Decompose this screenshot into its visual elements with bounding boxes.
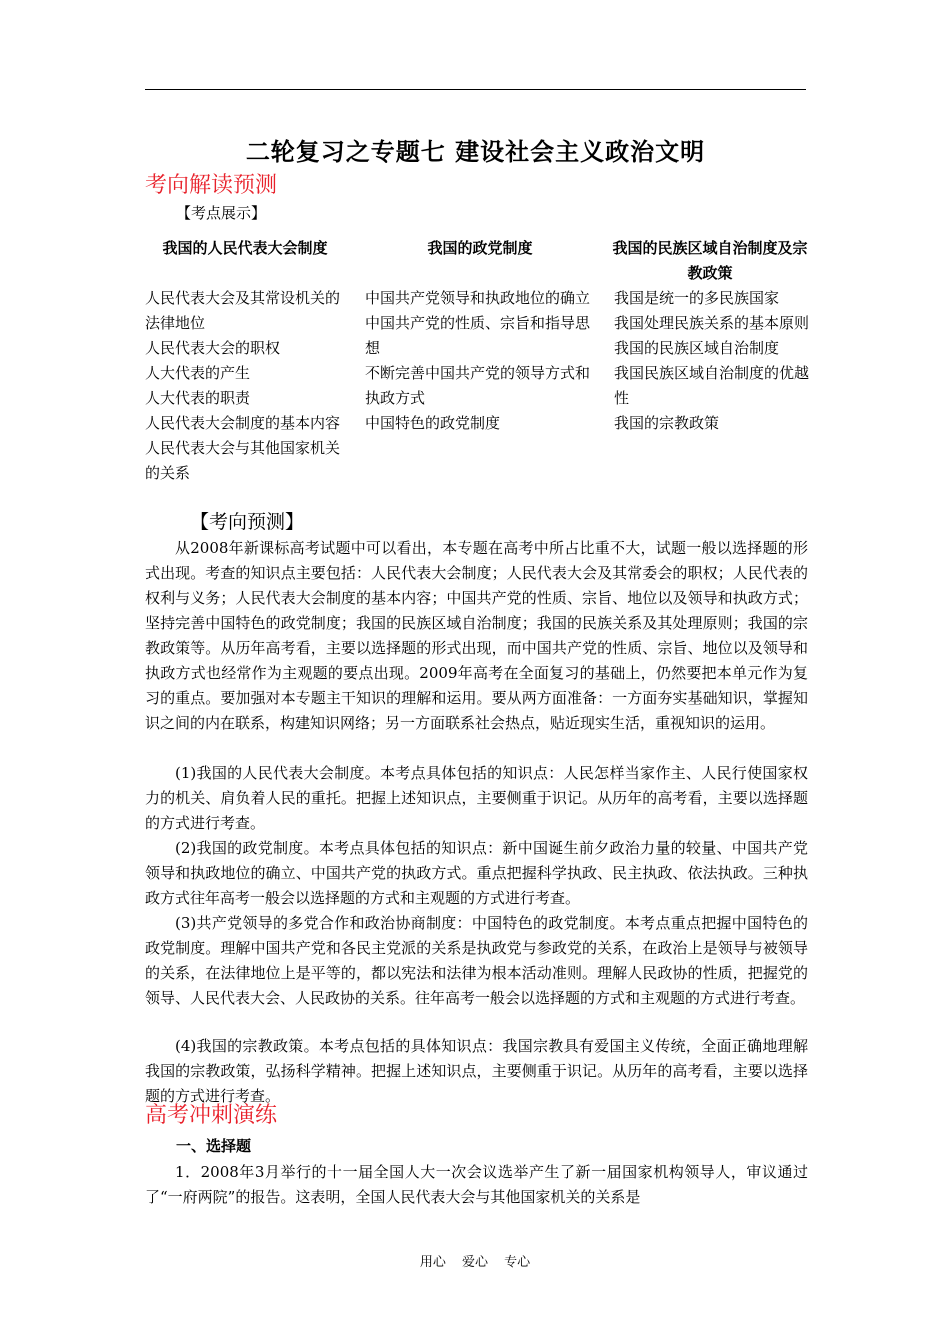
list-item: 人民代表大会的职权 xyxy=(145,339,281,357)
column-header-renda: 我国的人民代表大会制度 xyxy=(162,239,328,257)
list-item: 不断完善中国共产党的领导方式和执政方式 xyxy=(365,364,591,407)
list-item: 人民代表大会与其他国家机关的关系 xyxy=(145,439,341,482)
page-title: 二轮复习之专题七 建设社会主义政治文明 xyxy=(245,137,706,166)
column-header-zhengdang: 我国的政党制度 xyxy=(427,239,533,257)
paragraph-point-3: (3)共产党领导的多党合作和政治协商制度：中国特色的政党制度。本考点重点把握中国特色的政党制度。理解中国共产党和各民主党派的关系是执政党与参政党的关系，在政治上是领导与被领导的关系，在法律地位上是平等的，都以宪法和法律为根本活动准则。理解人民政协的性质，把握党的领导、人民代表大会、人民政协的关系。往年高考一般会以选择题的方式和主观题的方式进行考查。 xyxy=(145,914,808,1007)
list-item: 中国特色的政党制度 xyxy=(365,414,501,432)
list-item: 人民代表大会及其常设机关的法律地位 xyxy=(145,289,341,332)
choice-section-label: 一、选择题 xyxy=(176,1137,252,1155)
question-1: 1．2008年3月举行的十一届全国人大一次会议选举产生了新一届国家机构领导人，审议通过了“一府两院”的报告。这表明，全国人民代表大会与其他国家机关的关系是 xyxy=(145,1163,808,1206)
paragraph-overview: 从2008年新课标高考试题中可以看出，本专题在高考中所占比重不大，试题一般以选择题的形式出现。考查的知识点主要包括：人民代表大会制度；人民代表大会及其常委会的职权；人民代表的权利与义务；人民代表大会制度的基本内容；中国共产党的性质、宗旨、地位以及领导和执政方式；坚持完善中国特色的政党制度；我国的民族区域自治制度；我国的民族关系及其处理原则；我国的宗教政策等。从历年高考看，主要以选择题的形式出现，而中国共产党的性质、宗旨、地位以及领导和执政方式也经常作为主观题的要点出现。2009年高考在全面复习的基础上，仍然要把本单元作为复习的重点。要加强对本专题主干知识的理解和运用。要从两方面准备：一方面夯实基础知识，掌握知识之间的内在联系，构建知识网络；另一方面联系社会热点，贴近现实生活，重视知识的运用。 xyxy=(145,539,808,732)
kaodian-label: 【考点展示】 xyxy=(176,204,267,222)
list-item: 我国处理民族关系的基本原则 xyxy=(614,314,810,332)
list-item: 我国的宗教政策 xyxy=(614,414,720,432)
list-item: 中国共产党领导和执政地位的确立 xyxy=(365,289,591,307)
list-item: 我国是统一的多民族国家 xyxy=(614,289,780,307)
list-item: 我国的民族区域自治制度 xyxy=(614,339,780,357)
list-item: 人大代表的职责 xyxy=(145,389,251,407)
list-item: 中国共产党的性质、宗旨和指导思想 xyxy=(365,314,591,357)
section-heading-kaoxiang-jiedu: 考向解读预测 xyxy=(145,173,278,198)
list-item: 人民代表大会制度的基本内容 xyxy=(145,414,341,432)
kaoxiang-yuce-heading: 【考向预测】 xyxy=(190,511,305,533)
column-renda-items xyxy=(145,286,351,486)
column-zhengdang-items xyxy=(365,286,599,436)
list-item: 我国民族区域自治制度的优越性 xyxy=(614,364,810,407)
column-header-minzu: 我国的民族区域自治制度及宗教政策 xyxy=(612,239,808,282)
paragraph-point-4: (4)我国的宗教政策。本考点包括的具体知识点：我国宗教具有爱国主义传统，全面正确地理解我国的宗教政策，弘扬科学精神。把握上述知识点，主要侧重于识记。从历年的高考看，主要以选择题的方式进行考查。 xyxy=(145,1037,808,1105)
column-minzu-items xyxy=(614,286,810,436)
header-rule xyxy=(145,89,806,90)
page-footer: 用心 爱心 专心 xyxy=(419,1255,531,1270)
section-heading-gaokao-chongci: 高考冲刺演练 xyxy=(145,1103,278,1128)
list-item: 人大代表的产生 xyxy=(145,364,251,382)
paragraph-point-1: (1)我国的人民代表大会制度。本考点具体包括的知识点：人民怎样当家作主、人民行使国家权力的机关、肩负着人民的重托。把握上述知识点，主要侧重于识记。从历年的高考看，主要以选择题的方式进行考查。 xyxy=(145,764,808,832)
paragraph-point-2: (2)我国的政党制度。本考点具体包括的知识点：新中国诞生前夕政治力量的较量、中国共产党领导和执政地位的确立、中国共产党的执政方式。重点把握科学执政、民主执政、依法执政。三种执政方式往年高考一般会以选择题的方式和主观题的方式进行考查。 xyxy=(145,839,808,907)
